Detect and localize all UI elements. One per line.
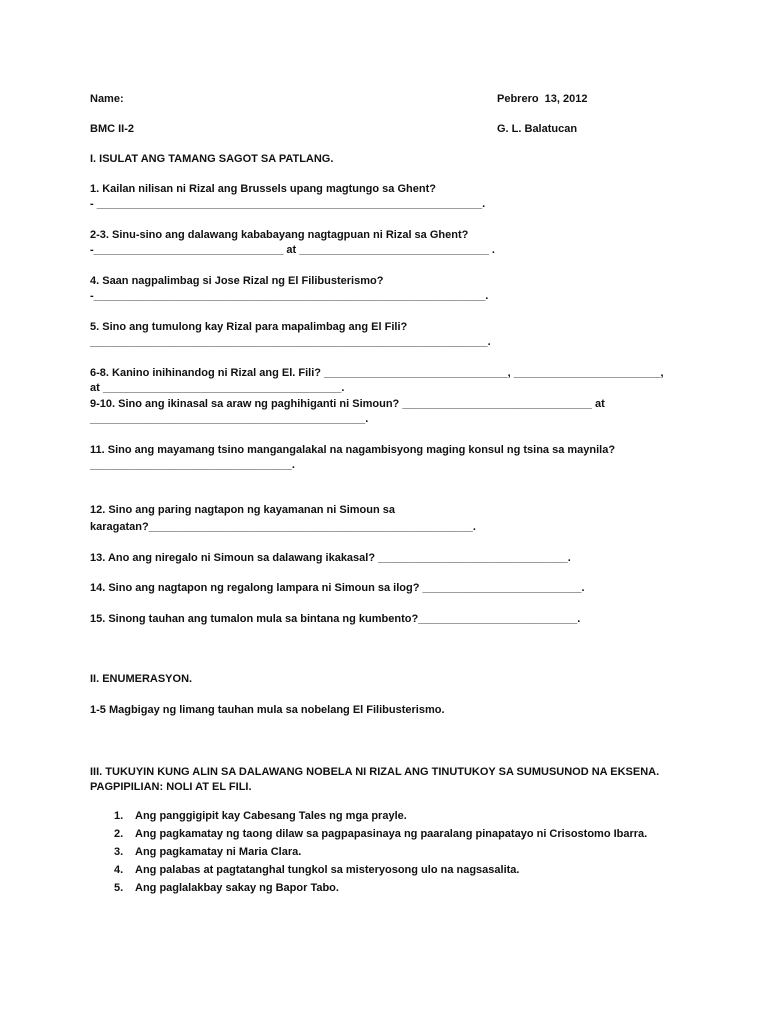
item-number: 2. [114,828,124,840]
part1-title: I. ISULAT ANG TAMANG SAGOT SA PATLANG. [90,153,334,165]
question-11-blank: _________________________________. [90,459,295,471]
part3-subtitle: PAGPIPILIAN: NOLI AT EL FILI. [90,781,252,793]
part3-title: III. TUKUYIN KUNG ALIN SA DALAWANG NOBELA NI RIZAL ANG TINUTUKOY SA SUMUSUNOD NA EKSENA. [90,766,660,778]
item-text: Ang panggigipit kay Cabesang Tales ng mga prayle. [135,810,407,822]
item-number: 4. [114,864,124,876]
part2-title: II. ENUMERASYON. [90,673,193,685]
section-text: BMC II-2 [90,123,134,135]
question-1-blank: - _______________________________________________________________. [90,198,486,210]
item-number: 3. [114,846,124,858]
question-12: 12. Sino ang paring nagtapon ng kayamanan ni Simoun sa [90,504,395,516]
question-1: 1. Kailan nilisan ni Rizal ang Brussels upang magtungo sa Ghent? [90,183,436,195]
date-text: Pebrero 13, 2012 [497,93,588,105]
teacher-text: G. L. Balatucan [497,123,578,135]
item-text: Ang paglalakbay sakay ng Bapor Tabo. [135,882,339,894]
question-15: 15. Sinong tauhan ang tumalon mula sa bintana ng kumbento?__________________________. [90,613,581,625]
question-6-8: 6-8. Kanino inihinandog ni Rizal ang El. Fili? ______________________________, ________________________, [90,367,664,379]
question-13: 13. Ano ang niregalo ni Simoun sa dalawang ikakasal? _______________________________. [90,552,571,564]
question-2-3-blank: -_______________________________ at _______________________________ . [90,244,495,256]
question-9-10-cont: _____________________________________________. [90,413,369,425]
question-14: 14. Sino ang nagtapon ng regalong lampara ni Simoun sa ilog? __________________________. [90,582,585,594]
question-6-8-cont: at _______________________________________. [90,382,345,394]
question-4-blank: -________________________________________________________________. [90,290,489,302]
item-text: Ang pagkamatay ng taong dilaw sa pagpapasinaya ng paaralang pinapatayo ni Crisostomo Ibarra. [135,828,648,840]
part2-instruction: 1-5 Magbigay ng limang tauhan mula sa nobelang El Filibusterismo. [90,704,445,716]
item-number: 5. [114,882,124,894]
question-2-3: 2-3. Sinu-sino ang dalawang kababayang nagtagpuan ni Rizal sa Ghent? [90,229,469,241]
name-label: Name: [90,93,124,105]
item-text: Ang pagkamatay ni Maria Clara. [135,846,302,858]
question-11: 11. Sino ang mayamang tsino mangangalakal na nagambisyong maging konsul ng tsina sa maynila? [90,444,616,456]
item-text: Ang palabas at pagtatanghal tungkol sa misteryosong ulo na nagsasalita. [135,864,520,876]
question-5-blank: _________________________________________________________________. [90,336,491,348]
question-9-10: 9-10. Sino ang ikinasal sa araw ng paghihiganti ni Simoun? _______________________________ at [90,398,605,410]
question-4: 4. Saan nagpalimbag si Jose Rizal ng El Filibusterismo? [90,275,384,287]
item-number: 1. [114,810,124,822]
question-5: 5. Sino ang tumulong kay Rizal para mapalimbag ang El Fili? [90,321,408,333]
question-12-cont: karagatan?_____________________________________________________. [90,521,476,533]
